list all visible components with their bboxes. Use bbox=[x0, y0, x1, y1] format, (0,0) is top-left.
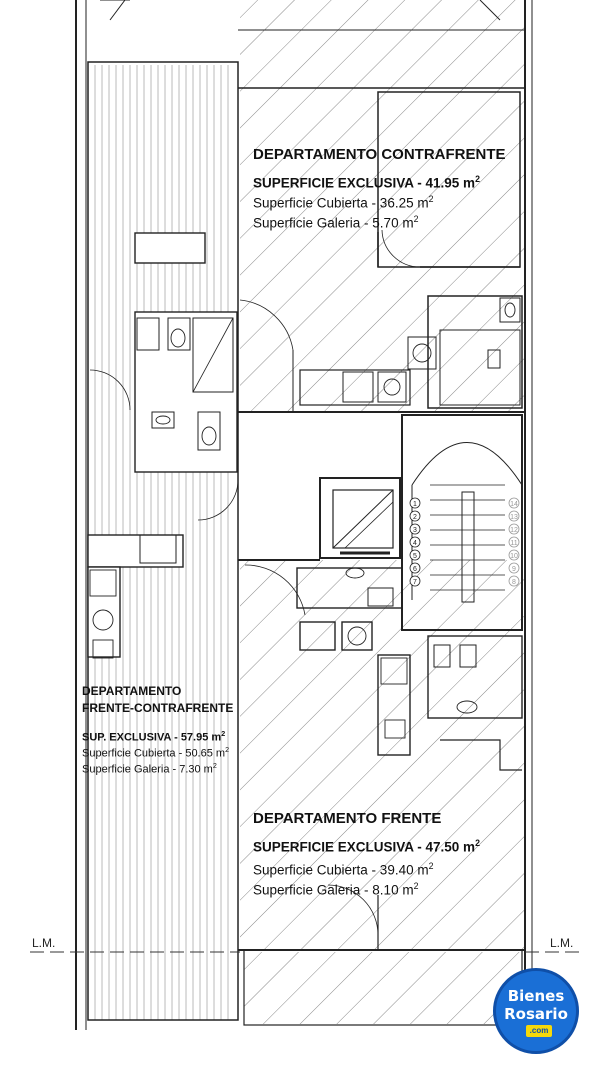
frente-exclusive: SUPERFICIE EXCLUSIVA - 47.50 $m^2$ bbox=[253, 838, 480, 855]
stair-step-number: 9 bbox=[512, 566, 516, 573]
left-unit-rooms bbox=[88, 233, 238, 658]
frente-contrafrente-gallery: Superficie Galeria - 7.30 $m^2$ bbox=[82, 762, 217, 776]
stair-step-number: 13 bbox=[510, 514, 518, 521]
stair-step-number: 11 bbox=[510, 540, 518, 547]
stair-step-number: 2 bbox=[413, 514, 417, 521]
frente-title: DEPARTAMENTO FRENTE bbox=[253, 810, 442, 827]
stair-step-number: 7 bbox=[413, 579, 417, 586]
frente-contrafrente-exclusive: SUP. EXCLUSIVA - 57.95 $m^2$ bbox=[82, 730, 226, 744]
stair-step-number: 10 bbox=[510, 553, 518, 560]
frente-contrafrente-covered: Superficie Cubierta - 50.65 $m^2$ bbox=[82, 746, 230, 760]
logo-line-1: Bienes bbox=[507, 987, 565, 1005]
logo-line-2: Rosario bbox=[504, 1005, 568, 1023]
stair-step-number: 12 bbox=[510, 527, 518, 534]
logo-line-3: .com bbox=[526, 1025, 552, 1037]
stair-step-number: 1 bbox=[413, 501, 417, 508]
frente-contrafrente-title-2: FRENTE-CONTRAFRENTE bbox=[82, 701, 234, 715]
front-balcony-hatch bbox=[244, 952, 522, 1024]
stair-step-number: 6 bbox=[413, 566, 417, 573]
contrafrente-covered: Superficie Cubierta - 36.25 $m^2$ bbox=[253, 194, 434, 211]
stair-step-number: 5 bbox=[413, 553, 417, 560]
frente-gallery: Superficie Galeria - 8.10 $m^2$ bbox=[253, 881, 419, 898]
lm-label-left: L.M. bbox=[32, 936, 56, 950]
stair-step-number: 4 bbox=[413, 540, 417, 547]
contrafrente-gallery: Superficie Galeria - 5.70 $m^2$ bbox=[253, 214, 419, 231]
bienes-rosario-logo bbox=[493, 968, 579, 1054]
frente-contrafrente-title-1: DEPARTAMENTO bbox=[82, 684, 182, 698]
contrafrente-exclusive: SUPERFICIE EXCLUSIVA - 41.95 $m^2$ bbox=[253, 174, 480, 191]
contrafrente-title: DEPARTAMENTO CONTRAFRENTE bbox=[253, 146, 506, 163]
stair-step-number: 8 bbox=[512, 579, 516, 586]
stair-step-number: 3 bbox=[413, 527, 417, 534]
frente-covered: Superficie Cubierta - 39.40 $m^2$ bbox=[253, 861, 434, 878]
top-hatch bbox=[240, 0, 525, 30]
lm-label-right: L.M. bbox=[550, 936, 574, 950]
stair-step-number: 14 bbox=[510, 501, 518, 508]
